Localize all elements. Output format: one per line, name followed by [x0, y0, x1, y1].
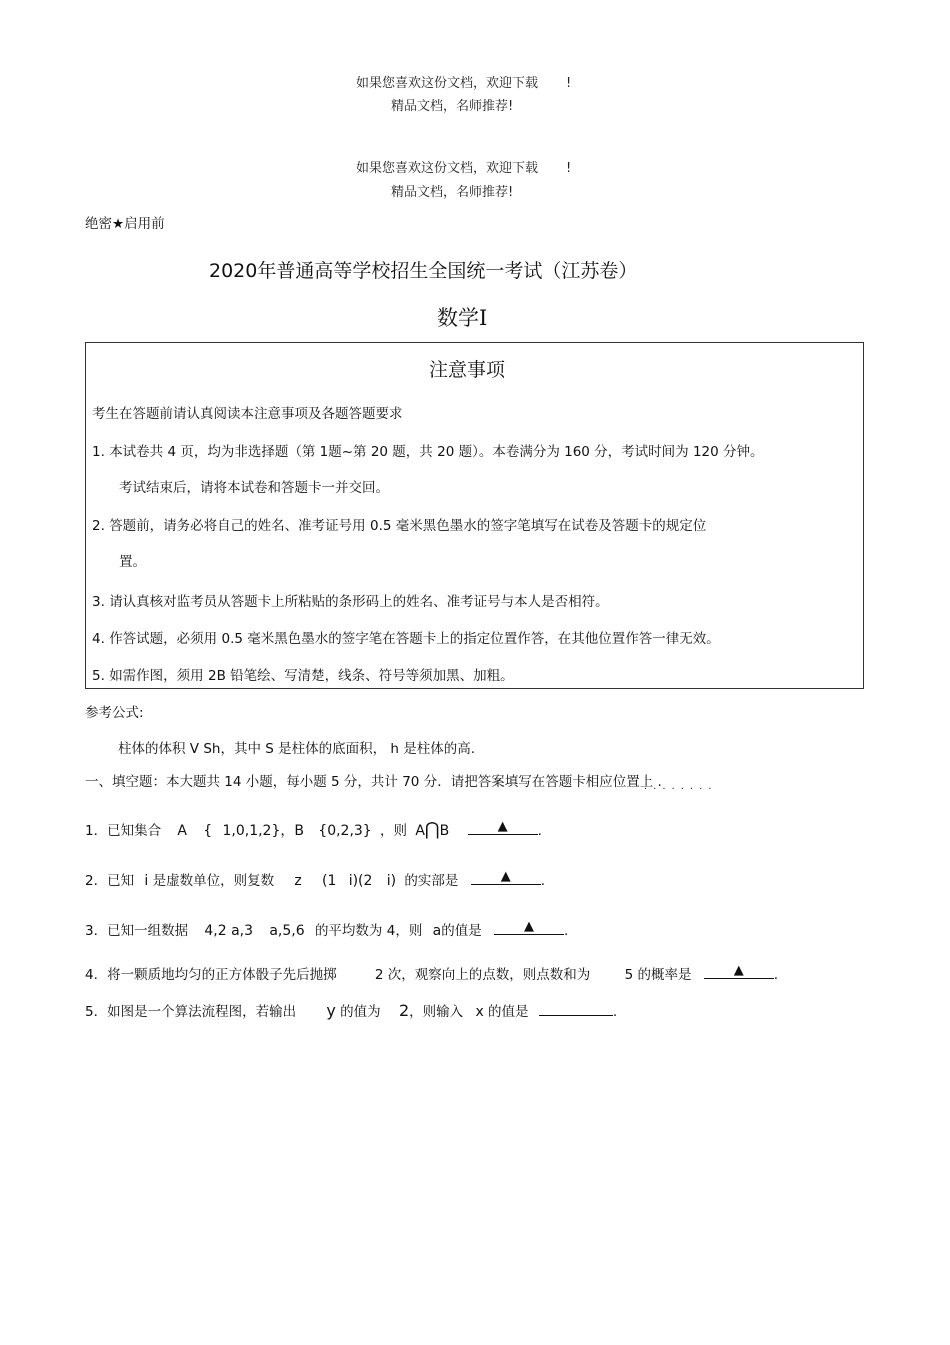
section-1-heading: 一、填空题：本大题共 14 小题，每小题 5 分，共计 70 分．请把答案填写在答题卡相应位置上 . — [85, 774, 662, 790]
answer-blank-5[interactable] — [539, 999, 613, 1016]
notice-item-4: 4. 作答试题，必须用 0.5 毫米黑色墨水的签字笔在答题卡上的指定位置作答，在其他位置作答一律无效。 — [92, 631, 720, 647]
notice-item-1-cont: 考试结束后，请将本试卷和答题卡一并交回。 — [119, 480, 389, 496]
question-1: 1．已知集合 A { 1,0,1,2}，B {0,2,3} ，则 A⋂B ▲ . — [85, 819, 542, 840]
header-line-2b: 精品文档，名师推荐! — [391, 185, 514, 200]
answer-blank-2[interactable]: ▲ — [471, 868, 541, 885]
exam-title: 2020年普通高等学校招生全国统一考试（江苏卷） — [209, 260, 638, 282]
notice-intro: 考生在答题前请认真阅读本注意事项及各题答题要求 — [92, 406, 403, 422]
answer-blank-1[interactable]: ▲ — [468, 818, 538, 835]
header-line-2a: 精品文档，名师推荐! — [391, 99, 514, 114]
emphasis-dots: ········ — [644, 784, 718, 795]
secret-label: 绝密★启用前 — [85, 216, 165, 232]
answer-blank-3[interactable]: ▲ — [494, 918, 564, 935]
exam-subtitle: 数学Ⅰ — [437, 306, 488, 330]
notice-title: 注意事项 — [429, 359, 506, 381]
header-line-1a: 如果您喜欢这份文档，欢迎下载 ! — [356, 76, 572, 91]
question-5: 5．如图是一个算法流程图，若输出 y 的值为 2，则输入 x 的值是 . — [85, 1001, 618, 1020]
formula-text: 柱体的体积 V Sh，其中 S 是柱体的底面积， h 是柱体的高. — [118, 741, 476, 757]
formula-label: 参考公式: — [85, 705, 144, 721]
notice-item-2-cont: 置。 — [119, 554, 146, 570]
notice-item-2: 2. 答题前，请务必将自己的姓名、准考证号用 0.5 毫米黑色墨水的签字笔填写在试卷及答题卡的规定位 — [92, 518, 707, 534]
question-2: 2．已知 i 是虚数单位，则复数 z (1 i)(2 i) 的实部是 ▲ . — [85, 869, 545, 889]
intersection-symbol: ⋂ — [424, 819, 440, 840]
notice-item-1: 1. 本试卷共 4 页，均为非选择题（第 1题~第 20 题，共 20 题）。本卷满分为 160 分，考试时间为 120 分钟。 — [92, 444, 764, 460]
notice-item-5: 5. 如需作图，须用 2B 铅笔绘、写清楚，线条、符号等须加黑、加粗。 — [92, 668, 514, 684]
header-line-1b: 如果您喜欢这份文档，欢迎下载 ! — [356, 161, 572, 176]
notice-item-3: 3. 请认真核对监考员从答题卡上所粘贴的条形码上的姓名、准考证号与本人是否相符。 — [92, 594, 609, 610]
notice-box — [85, 342, 864, 689]
question-4: 4．将一颗质地均匀的正方体骰子先后抛掷 2 次，观察向上的点数，则点数和为 5 的概率是 ▲ . — [85, 963, 779, 983]
question-3: 3．已知一组数据 4,2 a,3 a,5,6 的平均数为 4，则 a的值是 ▲ . — [85, 919, 569, 939]
answer-blank-4[interactable]: ▲ — [704, 962, 774, 979]
